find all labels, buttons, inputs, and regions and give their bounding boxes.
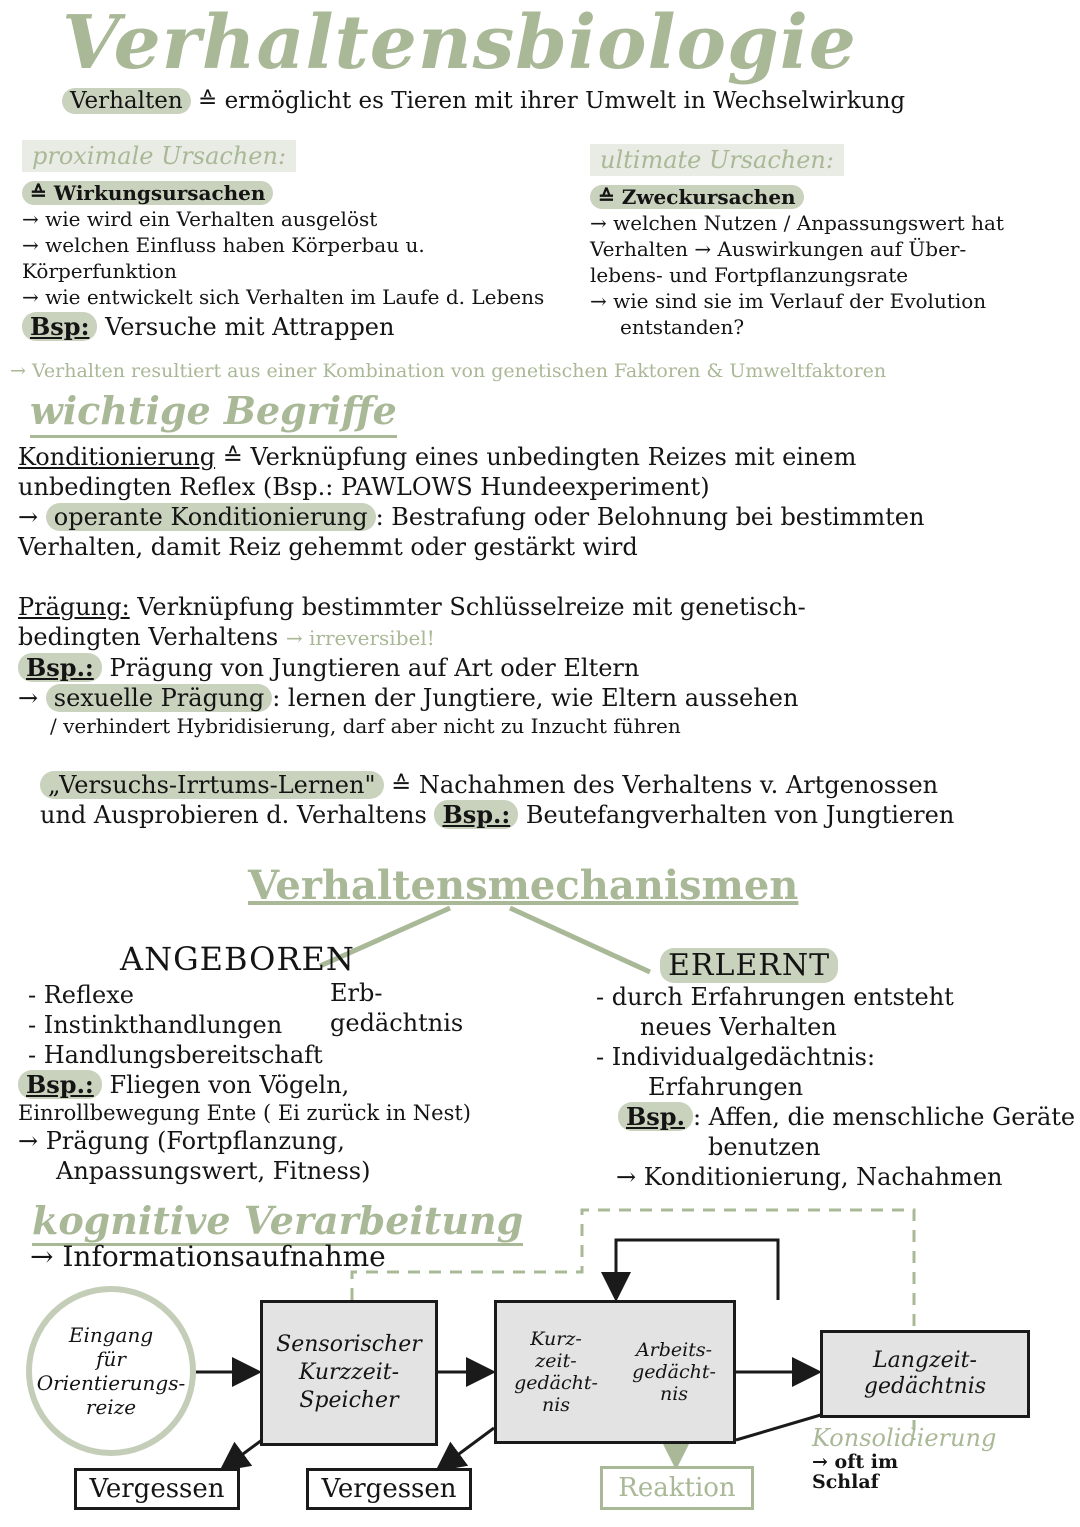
innate-memory-note: Erb- gedächtnis xyxy=(330,979,464,1037)
consolidation-line xyxy=(736,1414,824,1440)
sexual-prefix: → xyxy=(18,684,39,712)
innate-item-2: - Instinkthandlungen xyxy=(28,1011,283,1039)
operant-line-1: : Bestrafung oder Belohnung bei bestimmten xyxy=(375,503,925,531)
learned-example-label: Bsp. xyxy=(618,1102,693,1131)
konditionierung-term: Konditionierung xyxy=(18,443,216,471)
proximate-heading: proximale Ursachen: xyxy=(22,140,296,172)
ultimate-line-3: lebens- und Fortpflanzungsrate xyxy=(590,263,909,287)
proximate-line-1: → wie wird ein Verhalten ausgelöst xyxy=(22,207,378,231)
sexual-text: : lernen der Jungtiere, wie Eltern aussehen xyxy=(272,684,799,712)
learned-line-2: neues Verhalten xyxy=(640,1013,837,1041)
consolidation-note: → oft im Schlaf xyxy=(812,1451,899,1493)
intro-sep: ≙ xyxy=(197,88,218,114)
result-line: → Verhalten resultiert aus einer Kombination von genetischen Faktoren & Umweltfaktoren xyxy=(10,360,887,382)
proximate-line-2: → welchen Einfluss haben Körperbau u. xyxy=(22,233,425,257)
forget-box-2: Vergessen xyxy=(306,1468,472,1510)
learned-line-4: Erfahrungen xyxy=(648,1073,804,1101)
intro-term: Verhalten xyxy=(62,88,191,114)
innate-example-label: Bsp.: xyxy=(18,1070,102,1099)
sensory-box: Sensorischer Kurzzeit- Speicher xyxy=(260,1300,438,1446)
versuch-example-label: Bsp.: xyxy=(434,800,518,829)
memory-box xyxy=(494,1300,736,1444)
innate-heading: ANGEBOREN xyxy=(120,940,355,978)
arrow-shortterm-forget xyxy=(440,1428,494,1468)
proximate-example: Versuche mit Attrappen xyxy=(105,313,395,341)
sexual-note: / verhindert Hybridisierung, darf aber nicht zu Inzucht führen xyxy=(50,714,681,738)
operant-line-2: Verhalten, damit Reiz gehemmt oder gestärkt wird xyxy=(18,533,638,561)
operant-prefix: → xyxy=(18,503,39,531)
long-term-box: Langzeit- gedächtnis xyxy=(820,1330,1030,1418)
praegung-irreversible: → irreversibel! xyxy=(285,626,435,650)
konditionierung-line-2: unbedingten Reflex (Bsp.: PAWLOWS Hundeexperiment) xyxy=(18,473,710,501)
ultimate-heading: ultimate Ursachen: xyxy=(590,144,844,176)
forget-box-1: Vergessen xyxy=(74,1468,240,1510)
innate-line-4: Anpassungswert, Fitness) xyxy=(56,1157,371,1185)
terms-heading: wichtige Begriffe xyxy=(30,388,397,438)
learned-line-1: - durch Erfahrungen entsteht xyxy=(596,983,954,1011)
praegung-term: Prägung: xyxy=(18,593,130,621)
page-title: Verhaltensbiologie xyxy=(62,0,857,86)
short-term-text: Kurz- zeit- gedächt- nis xyxy=(514,1328,598,1416)
praegung-line-1: Verknüpfung bestimmter Schlüsselreize mit genetisch- xyxy=(137,593,806,621)
ultimate-sub: ≙ Zweckursachen xyxy=(590,185,804,209)
innate-line-3: → Prägung (Fortpflanzung, xyxy=(18,1127,345,1155)
learned-line-3: - Individualgedächtnis: xyxy=(596,1043,876,1071)
reaction-box: Reaktion xyxy=(600,1466,754,1510)
praegung-example-label: Bsp.: xyxy=(18,653,102,682)
learned-example-1: : Affen, die menschliche Geräte xyxy=(692,1103,1076,1131)
innate-item-3: - Handlungsbereitschaft xyxy=(28,1041,323,1069)
versuch-line-2: und Ausprobieren d. Verhaltens xyxy=(40,801,427,829)
proximate-example-label: Bsp: xyxy=(22,312,97,341)
konditionierung-line-1: ≙ Verknüpfung eines unbedingten Reizes mit einem xyxy=(222,443,857,471)
input-circle: Eingang für Orientierungs- reize xyxy=(26,1286,196,1456)
cognitive-heading: kognitive Verarbeitung xyxy=(32,1198,523,1246)
cognitive-sub: → Informationsaufnahme xyxy=(30,1240,386,1273)
proximate-sub: ≙ Wirkungsursachen xyxy=(22,181,273,205)
innate-line-1: Fliegen von Vögeln, xyxy=(109,1071,350,1099)
praegung-example: Prägung von Jungtieren auf Art oder Eltern xyxy=(109,654,640,682)
proximate-line-4: → wie entwickelt sich Verhalten im Laufe d. Lebens xyxy=(22,285,545,309)
versuch-example: Beutefangverhalten von Jungtieren xyxy=(525,801,955,829)
learned-heading-text: ERLERNT xyxy=(660,948,838,983)
learned-conclusion: → Konditionierung, Nachahmen xyxy=(616,1163,1003,1191)
working-memory-loop xyxy=(616,1240,778,1300)
mechanisms-heading: Verhaltensmechanismen xyxy=(248,862,799,909)
versuch-line-1: ≙ Nachahmen des Verhaltens v. Artgenossen xyxy=(391,771,939,799)
operant-term: operante Konditionierung xyxy=(46,503,376,531)
working-memory-text: Arbeits- gedächt- nis xyxy=(632,1339,716,1405)
ultimate-line-1: → welchen Nutzen / Anpassungswert hat xyxy=(590,211,1004,235)
intro-text: ermöglicht es Tieren mit ihrer Umwelt in Wechselwirkung xyxy=(224,88,906,114)
ultimate-line-2: Verhalten → Auswirkungen auf Über- xyxy=(590,237,967,261)
versuch-term: „Versuchs-Irrtums-Lernen" xyxy=(40,771,384,799)
innate-line-2: Einrollbewegung Ente ( Ei zurück in Nest) xyxy=(18,1101,471,1125)
innate-item-1: - Reflexe xyxy=(28,981,134,1009)
arrow-sensory-forget xyxy=(224,1440,262,1468)
learned-example-2: benutzen xyxy=(708,1133,821,1161)
ultimate-line-5: entstanden? xyxy=(620,315,745,339)
sexual-term: sexuelle Prägung xyxy=(46,684,272,712)
praegung-line-2: bedingten Verhaltens xyxy=(18,623,279,651)
ultimate-line-4: → wie sind sie im Verlauf der Evolution xyxy=(590,289,987,313)
consolidation-label: Konsolidierung xyxy=(812,1424,997,1452)
proximate-line-3: Körperfunktion xyxy=(22,259,177,283)
